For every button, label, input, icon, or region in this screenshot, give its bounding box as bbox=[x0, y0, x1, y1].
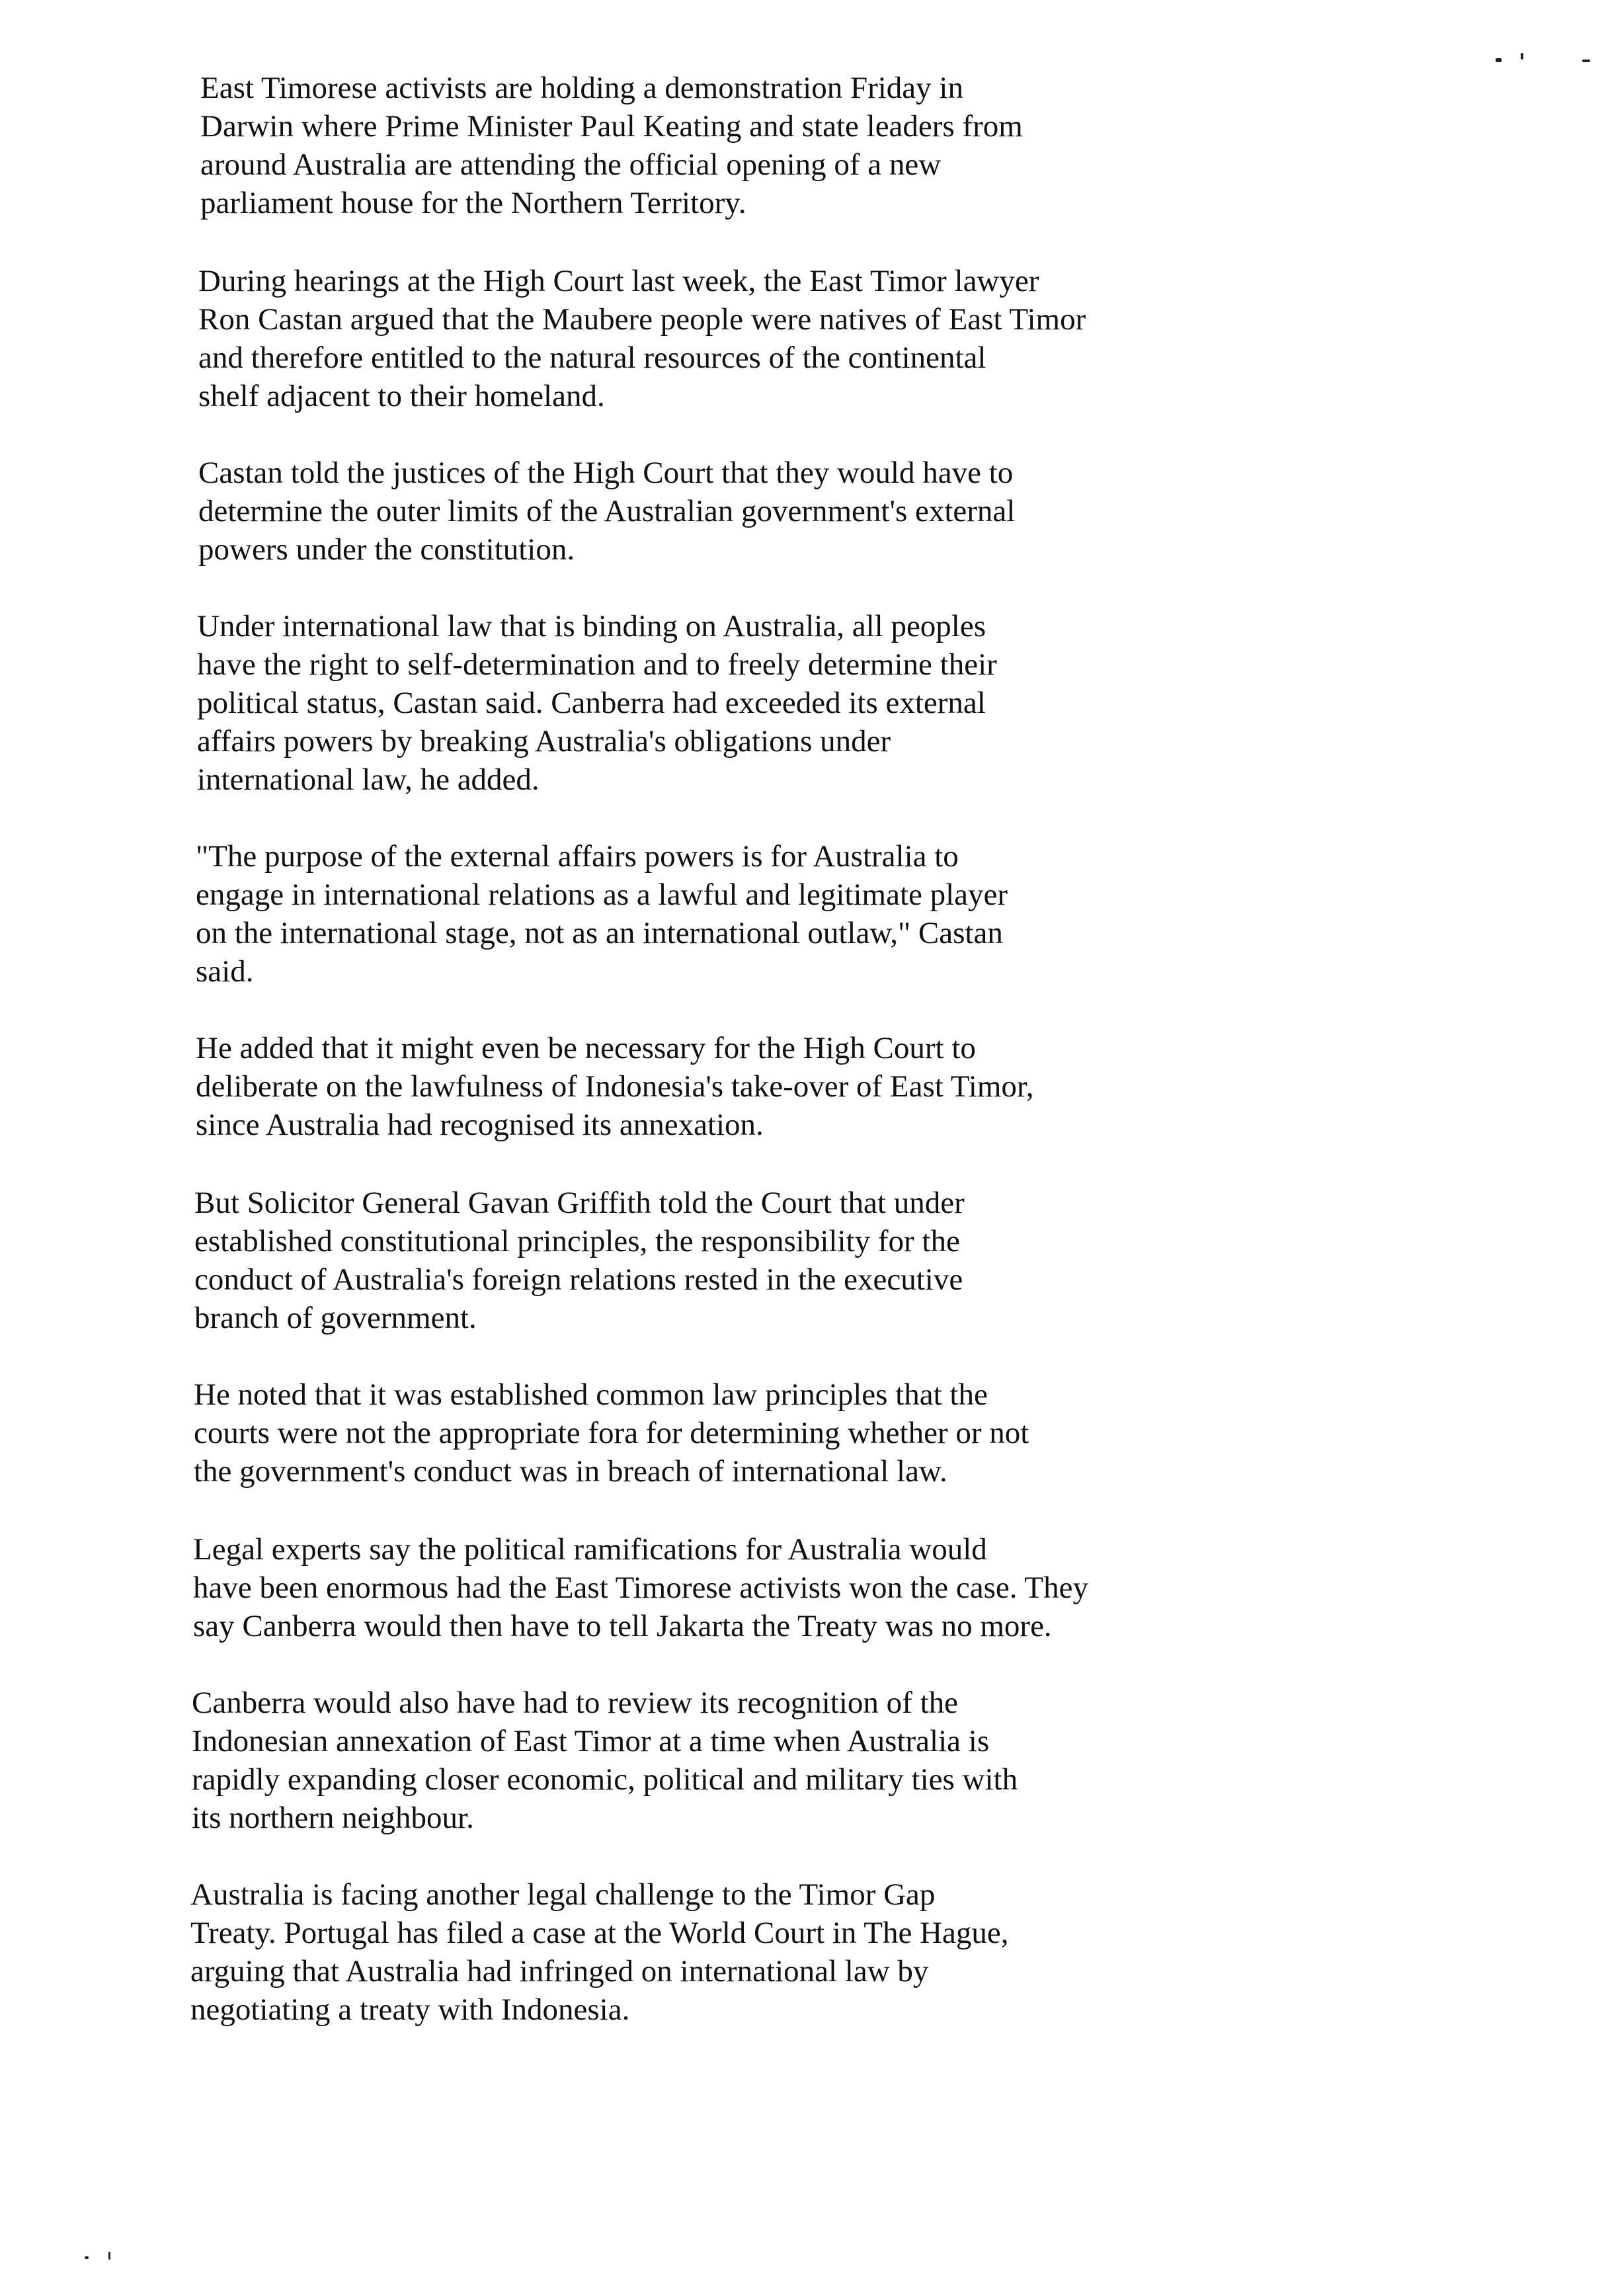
scan-speck bbox=[1496, 58, 1502, 62]
paragraph-4 bbox=[197, 607, 997, 799]
paragraph-line: shelf adjacent to their homeland. bbox=[198, 379, 605, 413]
paragraph-line: its northern neighbour. bbox=[192, 1801, 474, 1835]
paragraph-line: But Solicitor General Gavan Griffith told the Court that under bbox=[194, 1186, 965, 1220]
paragraph-line: branch of government. bbox=[194, 1301, 477, 1335]
paragraph-line: on the international stage, not as an international outlaw," Castan bbox=[196, 916, 1003, 950]
paragraph-2 bbox=[198, 262, 1086, 415]
scan-speck bbox=[108, 2252, 110, 2260]
paragraph-line: Ron Castan argued that the Maubere people were natives of East Timor bbox=[198, 302, 1086, 337]
paragraph-7 bbox=[194, 1184, 965, 1337]
paragraph-8 bbox=[194, 1375, 1029, 1491]
paragraph-line: negotiating a treaty with Indonesia. bbox=[190, 1992, 630, 2027]
paragraph-line: international law, he added. bbox=[197, 762, 540, 797]
paragraph-3 bbox=[198, 454, 1015, 569]
paragraph-line: conduct of Australia's foreign relations rested in the executive bbox=[194, 1262, 963, 1297]
paragraph-11 bbox=[190, 1875, 1009, 2029]
paragraph-line: established constitutional principles, the responsibility for the bbox=[194, 1224, 960, 1258]
paragraph-line: have the right to self-determination and to freely determine their bbox=[197, 647, 997, 682]
paragraph-line: He noted that it was established common law principles that the bbox=[194, 1377, 988, 1412]
paragraph-line: arguing that Australia had infringed on international law by bbox=[190, 1954, 929, 1988]
paragraph-line: courts were not the appropriate fora for determining whether or not bbox=[194, 1416, 1029, 1450]
paragraph-line: deliberate on the lawfulness of Indonesia's take-over of East Timor, bbox=[196, 1069, 1034, 1104]
paragraph-line: Treaty. Portugal has filed a case at the World Court in The Hague, bbox=[190, 1916, 1009, 1950]
paragraph-line: have been enormous had the East Timorese activists won the case. They bbox=[193, 1571, 1088, 1605]
paragraph-line: political status, Castan said. Canberra had exceeded its external bbox=[197, 686, 986, 720]
paragraph-line: Australia is facing another legal challenge to the Timor Gap bbox=[190, 1877, 936, 1912]
paragraph-line: powers under the constitution. bbox=[198, 532, 575, 567]
paragraph-line: "The purpose of the external affairs powers is for Australia to bbox=[196, 839, 959, 874]
paragraph-line: since Australia had recognised its annexation. bbox=[196, 1108, 764, 1142]
paragraph-line: rapidly expanding closer economic, political and military ties with bbox=[192, 1762, 1018, 1797]
scan-speck bbox=[1521, 53, 1523, 60]
paragraph-line: engage in international relations as a lawful and legitimate player bbox=[196, 878, 1008, 912]
paragraph-line: Under international law that is binding on Australia, all peoples bbox=[197, 609, 986, 643]
paragraph-9 bbox=[193, 1530, 1088, 1645]
scan-speck bbox=[85, 2256, 89, 2259]
paragraph-line: During hearings at the High Court last week, the East Timor lawyer bbox=[198, 264, 1039, 298]
paragraph-line: parliament house for the Northern Territory. bbox=[200, 186, 746, 220]
paragraph-1 bbox=[200, 69, 1023, 222]
scan-speck bbox=[1582, 60, 1590, 62]
paragraph-line: Legal experts say the political ramifications for Australia would bbox=[193, 1532, 987, 1567]
paragraph-line: say Canberra would then have to tell Jakarta the Treaty was no more. bbox=[193, 1609, 1052, 1643]
paragraph-line: the government's conduct was in breach of international law. bbox=[194, 1454, 947, 1489]
paragraph-line: He added that it might even be necessary for the High Court to bbox=[196, 1031, 976, 1065]
paragraph-line: Canberra would also have had to review its recognition of the bbox=[192, 1686, 958, 1720]
paragraph-10 bbox=[192, 1684, 1018, 1837]
paragraph-line: Castan told the justices of the High Court that they would have to bbox=[198, 456, 1014, 490]
paragraph-line: Darwin where Prime Minister Paul Keating and state leaders from bbox=[200, 109, 1023, 144]
paragraph-line: around Australia are attending the official opening of a new bbox=[200, 147, 942, 182]
paragraph-line: and therefore entitled to the natural resources of the continental bbox=[198, 341, 986, 375]
paragraph-line: Indonesian annexation of East Timor at a time when Australia is bbox=[192, 1724, 990, 1758]
paragraph-5 bbox=[196, 837, 1008, 991]
paragraph-line: determine the outer limits of the Australian government's external bbox=[198, 494, 1016, 528]
paragraph-line: East Timorese activists are holding a demonstration Friday in bbox=[200, 71, 963, 105]
paragraph-6 bbox=[196, 1029, 1033, 1144]
paragraph-line: affairs powers by breaking Australia's obligations under bbox=[197, 724, 891, 758]
paragraph-line: said. bbox=[196, 954, 254, 989]
